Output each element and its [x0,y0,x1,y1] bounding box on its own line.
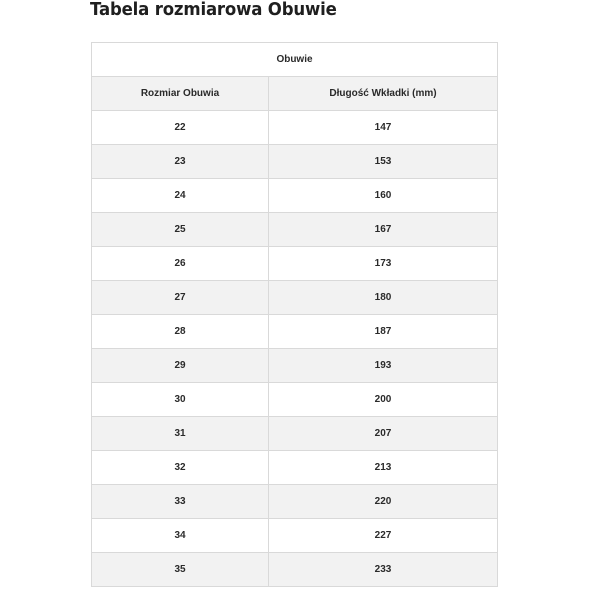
cell-insole-length: 187 [269,315,498,349]
cell-shoe-size: 27 [92,281,269,315]
table-row [92,485,498,519]
column-header-size: Rozmiar Obuwia [92,77,269,111]
table-caption: Obuwie [92,43,498,77]
cell-shoe-size: 23 [92,145,269,179]
cell-shoe-size: 35 [92,553,269,587]
table-row [92,213,498,247]
cell-insole-length: 227 [269,519,498,553]
cell-insole-length: 207 [269,417,498,451]
table-row [92,281,498,315]
cell-insole-length: 173 [269,247,498,281]
cell-shoe-size: 26 [92,247,269,281]
cell-shoe-size: 32 [92,451,269,485]
table-row [92,315,498,349]
cell-shoe-size: 28 [92,315,269,349]
table-row [92,349,498,383]
column-header-insole-length: Długość Wkładki (mm) [269,77,498,111]
cell-insole-length: 213 [269,451,498,485]
table-row [92,553,498,587]
cell-shoe-size: 22 [92,111,269,145]
cell-insole-length: 200 [269,383,498,417]
cell-insole-length: 233 [269,553,498,587]
cell-shoe-size: 30 [92,383,269,417]
table-row [92,111,498,145]
table-row [92,383,498,417]
cell-shoe-size: 29 [92,349,269,383]
cell-shoe-size: 34 [92,519,269,553]
cell-shoe-size: 24 [92,179,269,213]
table-row [92,145,498,179]
cell-insole-length: 153 [269,145,498,179]
cell-shoe-size: 33 [92,485,269,519]
table-body [92,111,498,587]
cell-shoe-size: 25 [92,213,269,247]
cell-insole-length: 180 [269,281,498,315]
page-title: Tabela rozmiarowa Obuwie [90,0,337,20]
table-row [92,417,498,451]
table-row [92,451,498,485]
table-row [92,519,498,553]
cell-insole-length: 193 [269,349,498,383]
table-row [92,247,498,281]
cell-shoe-size: 31 [92,417,269,451]
cell-insole-length: 167 [269,213,498,247]
size-chart-table [91,42,498,587]
cell-insole-length: 160 [269,179,498,213]
cell-insole-length: 220 [269,485,498,519]
cell-insole-length: 147 [269,111,498,145]
table-row [92,179,498,213]
